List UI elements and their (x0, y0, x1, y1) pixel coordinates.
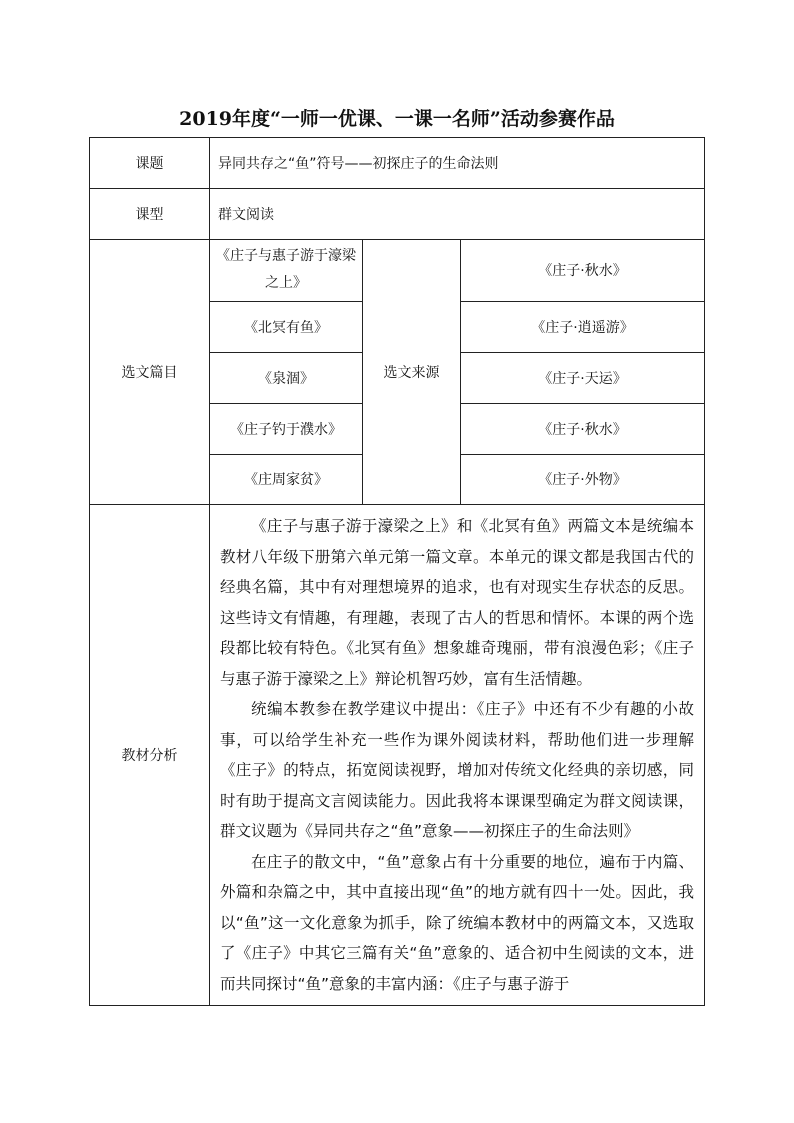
selection-sources-cell (461, 240, 705, 505)
selection-source-3: 《庄子·天运》 (461, 352, 704, 403)
selection-title-2: 《北冥有鱼》 (210, 301, 362, 352)
analysis-content (210, 505, 705, 1006)
selection-title-4: 《庄子钓于濮水》 (210, 403, 362, 454)
selection-source-2: 《庄子·逍遥游》 (461, 301, 704, 352)
topic-label: 课题 (90, 138, 210, 189)
selection-row (90, 240, 705, 505)
type-value: 群文阅读 (210, 189, 705, 240)
document-title: 2019年度“一师一优课、一课一名师”活动参赛作品 (179, 108, 615, 130)
selection-title-3: 《泉涸》 (210, 352, 362, 403)
source-label: 选文来源 (363, 240, 461, 505)
selection-title-1: 《庄子与惠子游于濠梁之上》 (210, 240, 362, 301)
type-label: 课型 (90, 189, 210, 240)
selection-source-4: 《庄子·秋水》 (461, 403, 704, 454)
topic-value: 异同共存之“鱼”符号——初探庄子的生命法则 (210, 138, 705, 189)
analysis-paragraph: 统编本教参在教学建议中提出：《庄子》中还有不少有趣的小故事，可以给学生补充一些作为课外阅读材料，帮助他们进一步理解《庄子》的特点，拓宽阅读视野，增加对传统文化经典的亲切感，同时有助于提高文言阅读能力。因此我将本课课型确定为群文阅读课，群文议题为《异同共存之“鱼”意象——初探庄子的生命法则》 (220, 700, 695, 840)
topic-row (90, 138, 705, 189)
lesson-info-table (89, 137, 705, 1006)
selection-source-5: 《庄子·外物》 (538, 472, 627, 489)
selection-source-1: 《庄子·秋水》 (461, 240, 704, 301)
analysis-label: 教材分析 (90, 505, 210, 1006)
type-row (90, 189, 705, 240)
analysis-paragraph: 《庄子与惠子游于濠梁之上》和《北冥有鱼》两篇文本是统编本教材八年级下册第六单元第一篇文章。本单元的课文都是我国古代的经典名篇，其中有对理想境界的追求，也有对现实生存状态的反思。这些诗文有情趣，有理趣，表现了古人的哲思和情怀。本课的两个选段都比较有特色。《北冥有鱼》想象雄奇瑰丽，带有浪漫色彩；《庄子与惠子游于濠梁之上》辩论机智巧妙，富有生活情趣。 (220, 517, 695, 688)
analysis-paragraph: 在庄子的散文中，“鱼”意象占有十分重要的地位，遍布于内篇、外篇和杂篇之中，其中直接出现“鱼”的地方就有四十一处。因此，我以“鱼”这一文化意象为抓手，除了统编本教材中的两篇文本，又选取了《庄子》中其它三篇有关“鱼”意象的、适合初中生阅读的文本，进而共同探讨“鱼”意象的丰富内涵：《庄子与惠子游于 (220, 852, 695, 993)
selection-titles-cell (210, 240, 363, 505)
selection-sources-list (461, 240, 704, 504)
analysis-row (90, 505, 705, 1006)
selection-titles-list (210, 240, 362, 504)
selection-title-5: 《庄周家贫》 (244, 472, 328, 489)
selection-label: 选文篇目 (90, 240, 210, 505)
